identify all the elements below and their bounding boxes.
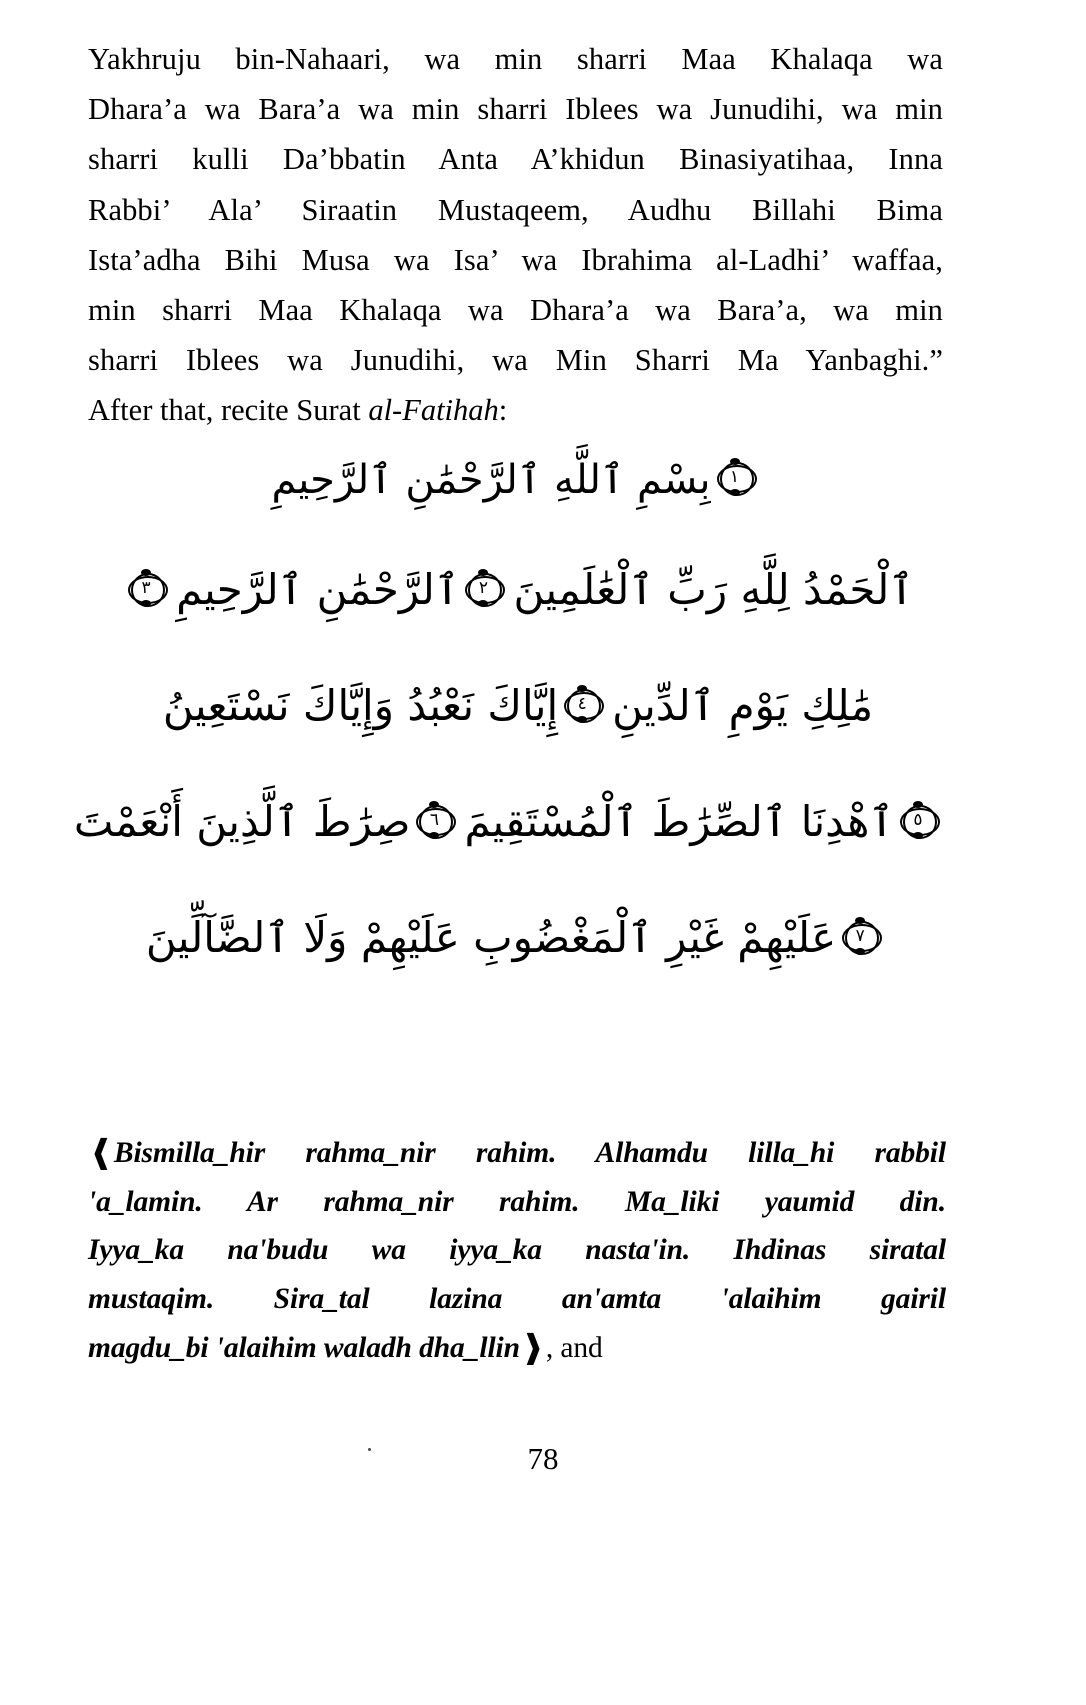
open-ornamental-bracket: ❰ (90, 1134, 112, 1169)
page-number: 78 (527, 1441, 559, 1476)
arabic-line-5 (88, 880, 948, 996)
translit-line: Yakhruju bin-Nahaari, wa min sharri Maa Khalaqa wa (88, 42, 943, 76)
arabic-line-3 (88, 648, 948, 764)
bold-translit-line: Iyya_ka na'budu wa iyya_ka nasta'in. Ihdinas siratal (88, 1234, 946, 1266)
transliteration-paragraph (88, 34, 943, 385)
arabic-text: ٱهْدِنَا ٱلصِّرَٰطَ ٱلْمُسْتَقِيمَ (464, 797, 894, 846)
bold-translit-text: Bismilla_hir rahma_nir rahim. Alhamdu lilla_hi rabbil (113, 1137, 946, 1169)
bold-translit-line (88, 1323, 946, 1373)
ayah-marker-6: ٦ (416, 802, 458, 844)
translit-line: Dhara’a wa Bara’a wa min sharri Iblees wa Junudihi, wa min (88, 92, 943, 127)
bold-translit-line: 'a_lamin. Ar rahma_nir rahim. Ma_liki yaumid din. (88, 1185, 946, 1218)
bold-translit-line: mustaqim. Sira_tal lazina an'amta 'alaihim gairil (88, 1282, 946, 1315)
arabic-text: عَلَيْهِمْ غَيْرِ ٱلْمَغْضُوبِ عَلَيْهِمْ وَلَا ٱلضَّآلِّينَ (145, 913, 837, 962)
instruction-prefix: After that, recite Surat (88, 393, 369, 428)
page-content (88, 34, 943, 436)
ayah-marker-2: ٢ (465, 570, 507, 612)
ayah-marker-5: ٥ (900, 802, 942, 844)
arabic-line-bismillah (88, 428, 948, 532)
arabic-text: مَٰلِكِ يَوْمِ ٱلدِّينِ (612, 681, 874, 730)
translit-line: sharri kulli Da’bbatin Anta A’khidun Binasiyatihaa, Inna (88, 142, 943, 177)
close-ornamental-bracket: ❱ (522, 1329, 543, 1364)
arabic-line-2 (88, 532, 948, 648)
arabic-line-4 (73, 764, 948, 880)
translit-line: Rabbi’ Ala’ Siraatin Mustaqeem, Audhu Billahi Bima (88, 192, 943, 227)
trailing-text: , and (545, 1332, 603, 1364)
surah-al-fatihah-arabic (73, 428, 948, 996)
translit-line: min sharri Maa Khalaqa wa Dhara’a wa Bara’a, wa min (88, 293, 943, 328)
surah-name-italic: al-Fatihah (368, 393, 499, 428)
arabic-text: إِيَّاكَ نَعْبُدُ وَإِيَّاكَ نَسْتَعِينُ (162, 681, 559, 730)
bold-translit-line (88, 1128, 946, 1178)
arabic-text: ٱلرَّحْمَٰنِ ٱلرَّحِيمِ (176, 565, 460, 614)
arabic-text: بِسْمِ ٱللَّهِ ٱلرَّحْمَٰنِ ٱلرَّحِيمِ (271, 457, 711, 503)
bold-translit-text: magdu_bi 'alaihim waladh dha_llin (88, 1332, 520, 1364)
bold-transliteration-block (88, 1128, 946, 1373)
ayah-marker-4: ٤ (564, 686, 606, 728)
arabic-text: صِرَٰطَ ٱلَّذِينَ أَنْعَمْتَ (73, 797, 411, 846)
translit-line: sharri Iblees wa Junudihi, wa Min Sharri Ma Yanbaghi.” (88, 343, 943, 378)
ayah-marker-1: ١ (717, 459, 759, 501)
instruction-suffix: : (498, 393, 508, 428)
arabic-text: ٱلْحَمْدُ لِلَّهِ رَبِّ ٱلْعَٰلَمِينَ (513, 565, 914, 614)
ayah-marker-7: ٧ (842, 918, 884, 960)
ayah-marker-3: ٣ (128, 570, 170, 612)
translit-line: Ista’adha Bihi Musa wa Isa’ wa Ibrahima al-Ladhi’ waffaa, (88, 242, 943, 277)
